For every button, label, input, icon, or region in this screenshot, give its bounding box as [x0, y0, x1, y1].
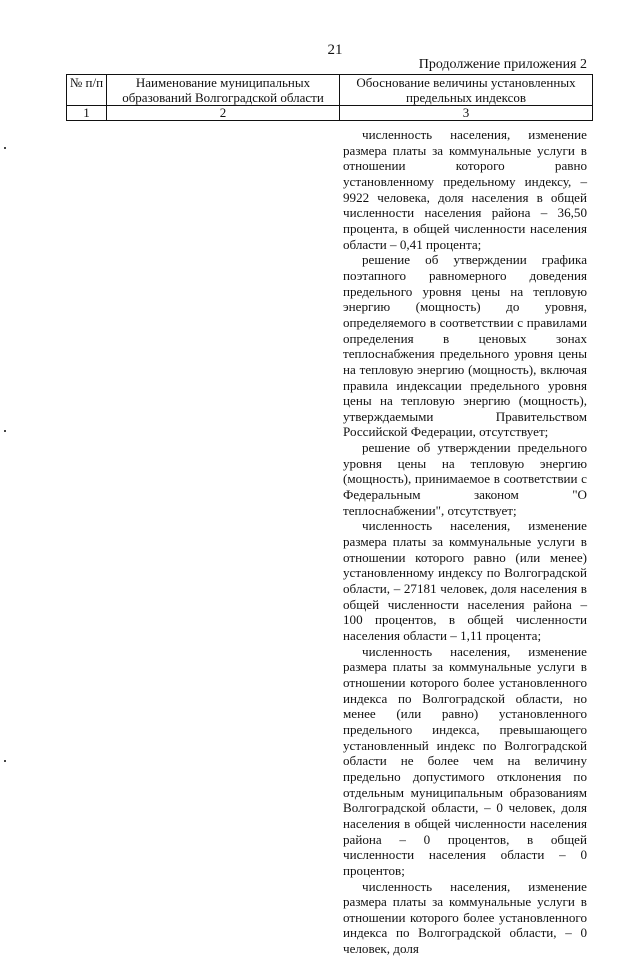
paragraph: решение об утверждении графика поэтапного равномерного доведения предельного уровня цены на тепловую энергию (мощность) до уровня, определяемого в соответствии с правилами определения в ценовых зонах теплоснабжения предельного уровня цены на тепловую энергию (мощность), включая правила индексации предельного уровня цены на тепловую энергию (мощность), утверждаемыми Правительством Российской Федерации, отсутствует; [343, 252, 587, 440]
paragraph: численность населения, изменение размера платы за коммунальные услуги в отношении которого равно установленному предельному индексу, – 9922 человека, доля населения в общей численности населения района – 36,50 процента, в общей численности населения области – 0,41 процента; [343, 127, 587, 252]
scan-margin-mark [4, 760, 6, 762]
column-number-2: 2 [107, 106, 340, 121]
column-header-justification: Обоснование величины установленных предельных индексов [340, 75, 593, 106]
appendix-continuation-note: Продолжение приложения 2 [418, 57, 587, 72]
column-numbers-row [67, 106, 593, 121]
column-header-number: № п/п [67, 75, 107, 106]
column-number-1: 1 [67, 106, 107, 121]
table-header [66, 74, 593, 121]
table-header-row [67, 75, 593, 106]
column-header-municipality: Наименование муниципальных образований Волгоградской области [107, 75, 340, 106]
column-number-3: 3 [340, 106, 593, 121]
page-number: 21 [327, 42, 343, 58]
justification-text [343, 127, 587, 957]
scan-margin-mark [4, 430, 6, 432]
paragraph: численность населения, изменение размера платы за коммунальные услуги в отношении которого равно (или менее) установленному индексу по Волгоградской области, – 27181 человек, доля населения в общей численности населения района – 100 процентов, в общей численности населения области – 1,11 процента; [343, 518, 587, 643]
paragraph: численность населения, изменение размера платы за коммунальные услуги в отношении которого более установленного индекса по Волгоградской области, – 0 человек, доля [343, 878, 587, 957]
paragraph: численность населения, изменение размера платы за коммунальные услуги в отношении которого более установленного индекса по Волгоградской области, но менее (или равно) установленного предельного индекса, превышающего установленный индекс по Волгоградской области не более чем на величину предельно допустимого отклонения по отдельным муниципальным образованиям Волгоградской области, – 0 человек, доля населения в общей численности населения района – 0 процентов, в общей численности населения области – 0 процентов; [343, 643, 587, 878]
scan-margin-mark [4, 147, 6, 149]
paragraph: решение об утверждении предельного уровня цены на тепловую энергию (мощность), принимаемое в соответствии с Федеральным законом "О теплоснабжении", отсутствует; [343, 440, 587, 518]
